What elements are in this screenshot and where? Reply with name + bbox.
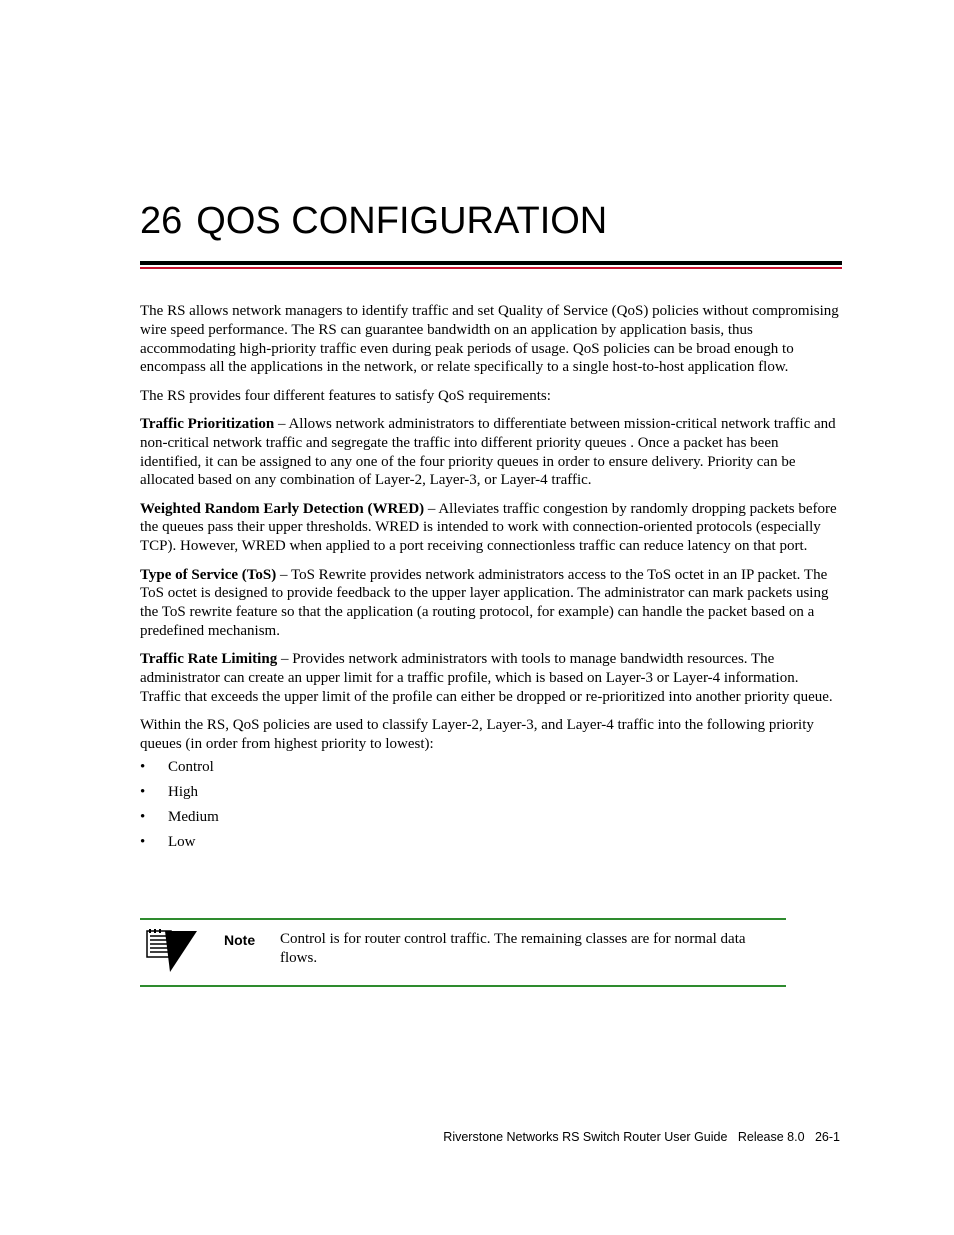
chapter-number: 26 [140,200,183,242]
queue-name: Low [168,833,196,850]
list-item [140,758,842,783]
feature-traffic-prioritization [140,415,842,490]
feature-desc: – Allows network administrators to differentiate between mission-critical network traffic and non-critical network traffic and segregate the traffic into different priority queues . Once a packet has been identified, it can be assigned to any one of the four priority queues in order to ensure delivery. Priority can be allocated based on any combination of Layer-2, Layer-3, or Layer-4 traffic. [140,415,836,489]
queue-name: Medium [168,808,219,825]
page-footer: Riverstone Networks RS Switch Router User Guide Release 8.0 26-1 [443,1130,840,1144]
feature-tos [140,566,842,641]
feature-desc: – Alleviates traffic congestion by randomly dropping packets before the queues pass their upper thresholds. WRED is intended to work with connection-oriented protocols (especially TCP). However, WRED when applied to a port receiving connectionless traffic can reduce latency on that port. [140,500,837,555]
bullet-icon: • [140,758,146,775]
title-rule-black [140,261,842,265]
feature-term: Traffic Rate Limiting [140,651,278,668]
note-label: Note [224,932,256,948]
chapter-body [140,302,842,858]
intro-paragraph-1: The RS allows network managers to identify traffic and set Quality of Service (QoS) policies without compromising wire speed performance. The RS can guarantee bandwidth on an application by application basis, thus accommodating high-priority traffic even during peak periods of usage. QoS policies can be broad enough to encompass all the applications in the network, or relate specifically to a single host-to-host application flow. [140,303,839,376]
bullet-icon: • [140,808,146,825]
feature-rate-limiting [140,650,842,706]
queue-name: Control [168,758,214,775]
feature-term: Traffic Prioritization [140,415,275,432]
title-rule-red [140,267,842,269]
feature-desc: – ToS Rewrite provides network administrators access to the ToS octet in an IP packet. The ToS octet is designed to provide feedback to the upper layer application. The administrator can mark packets using the ToS rewrite feature so that the application (a routing protocol, for example) can handle the packet based on a predefined mechanism. [140,566,829,639]
bullet-icon: • [140,783,146,800]
intro-paragraph-2: The RS provides four different features to satisfy QoS requirements: [140,387,551,404]
list-item [140,783,842,808]
feature-term: Type of Service (ToS) [140,566,277,583]
note-icon [143,928,199,974]
chapter-title-text: QOS CONFIGURATION [196,200,608,242]
list-item [140,808,842,833]
priority-queue-list [140,758,842,858]
bullet-icon: • [140,833,146,850]
queues-intro: Within the RS, QoS policies are used to classify Layer-2, Layer-3, and Layer-4 traffic into the following priority queues (in order from highest priority to lowest): [140,717,814,752]
list-item [140,833,842,858]
feature-desc: – Provides network administrators with tools to manage bandwidth resources. The administrator can create an upper limit for a traffic profile, which is based on Layer-3 or Layer-4 information. Traffic that exceeds the upper limit of the profile can either be dropped or re-prioritized into another priority queue. [140,651,833,705]
chapter-title [140,196,607,246]
note-text: Control is for router control traffic. The remaining classes are for normal data flows. [280,931,746,966]
feature-term: Weighted Random Early Detection (WRED) [140,500,425,517]
queue-name: High [168,783,198,800]
feature-wred [140,500,842,556]
note-box [140,918,786,987]
